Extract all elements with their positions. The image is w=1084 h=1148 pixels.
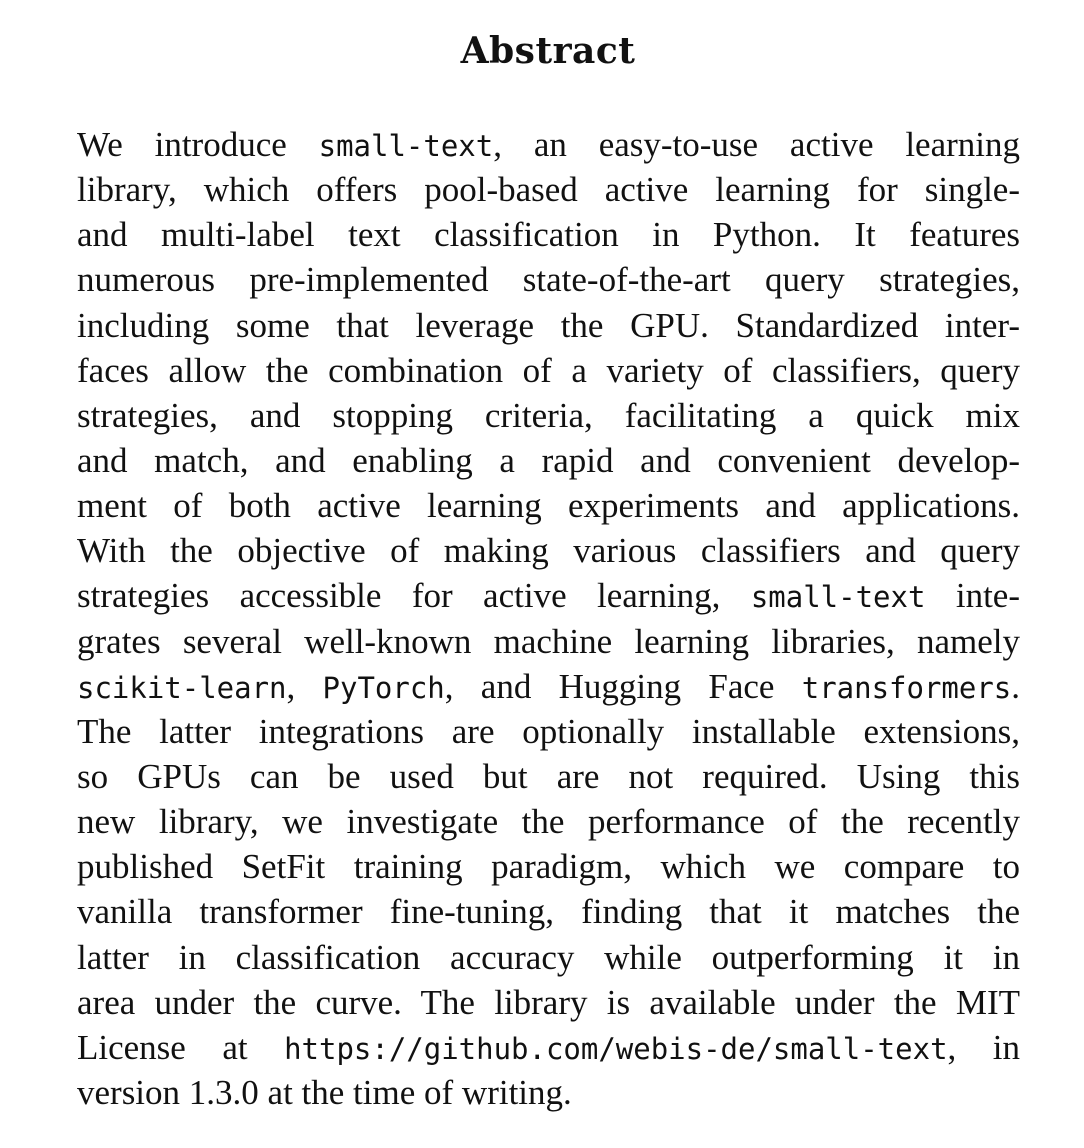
- abstract-line: [77, 167, 1020, 212]
- abstract-line: [77, 1025, 1020, 1070]
- abstract-line: [77, 1070, 1020, 1115]
- code-token: transformers: [801, 670, 1012, 705]
- abstract-line: [77, 483, 1020, 528]
- text-run: ,: [286, 666, 323, 706]
- text-run: faces allow the combination of a variety of classifiers, query: [77, 350, 1020, 390]
- abstract-line: [77, 709, 1020, 754]
- abstract-line: [77, 438, 1020, 483]
- text-run: .: [1011, 666, 1020, 706]
- abstract-line: [77, 980, 1020, 1025]
- abstract-line: [77, 619, 1020, 664]
- text-run: , in: [947, 1027, 1020, 1067]
- text-run: vanilla transformer fine-tuning, finding that it matches the: [77, 892, 1020, 932]
- code-token: PyTorch: [322, 670, 445, 705]
- text-run: strategies, and stopping criteria, facilitating a quick mix: [77, 395, 1020, 435]
- text-run: The latter integrations are optionally installable extensions,: [77, 711, 1020, 751]
- code-token: small-text: [750, 580, 926, 615]
- code-token: small-text: [318, 129, 494, 163]
- abstract-line: [77, 664, 1020, 709]
- abstract-line: [77, 212, 1020, 257]
- abstract-line: [77, 799, 1020, 844]
- abstract-line: [77, 573, 1020, 618]
- text-run: and multi-label text classification in Python. It features: [77, 215, 1020, 255]
- text-run: and match, and enabling a rapid and convenient develop-: [77, 440, 1020, 480]
- text-run: inte-: [925, 576, 1020, 616]
- text-run: With the objective of making various classifiers and query: [77, 531, 1020, 571]
- abstract-line: [77, 393, 1020, 438]
- text-run: version 1.3.0 at the time of writing.: [77, 1072, 572, 1112]
- abstract-line: [77, 303, 1020, 348]
- text-run: License at: [77, 1027, 285, 1067]
- abstract-body: [77, 122, 1020, 1115]
- abstract-line: [77, 889, 1020, 934]
- text-run: so GPUs can be used but are not required. Using this: [77, 756, 1020, 796]
- text-run: We introduce: [77, 125, 319, 164]
- code-token: https://github.com/webis-de/small-text: [284, 1031, 948, 1066]
- text-run: , an easy-to-use active learning: [493, 125, 1020, 164]
- text-run: area under the curve. The library is available under the MIT: [77, 982, 1020, 1022]
- text-run: published SetFit training paradigm, which we compare to: [77, 847, 1020, 887]
- text-run: , and Hugging Face: [444, 666, 802, 706]
- abstract-line: [77, 528, 1020, 573]
- abstract-line: [77, 348, 1020, 393]
- text-run: new library, we investigate the performance of the recently: [77, 802, 1020, 842]
- abstract-heading: Abstract: [460, 30, 636, 72]
- code-token: scikit-learn: [77, 670, 287, 705]
- text-run: including some that leverage the GPU. Standardized inter-: [77, 305, 1020, 345]
- text-run: grates several well-known machine learning libraries, namely: [77, 621, 1020, 661]
- text-run: numerous pre-implemented state-of-the-art query strategies,: [77, 260, 1020, 300]
- abstract-line: [77, 844, 1020, 889]
- text-run: strategies accessible for active learning,: [77, 576, 751, 616]
- text-run: library, which offers pool-based active learning for single-: [77, 170, 1020, 210]
- abstract-line: [77, 122, 1020, 167]
- abstract-line: [77, 754, 1020, 799]
- text-run: latter in classification accuracy while outperforming it in: [77, 937, 1020, 977]
- abstract-line: [77, 935, 1020, 980]
- abstract-line: [77, 257, 1020, 302]
- text-run: ment of both active learning experiments and applications.: [77, 486, 1020, 526]
